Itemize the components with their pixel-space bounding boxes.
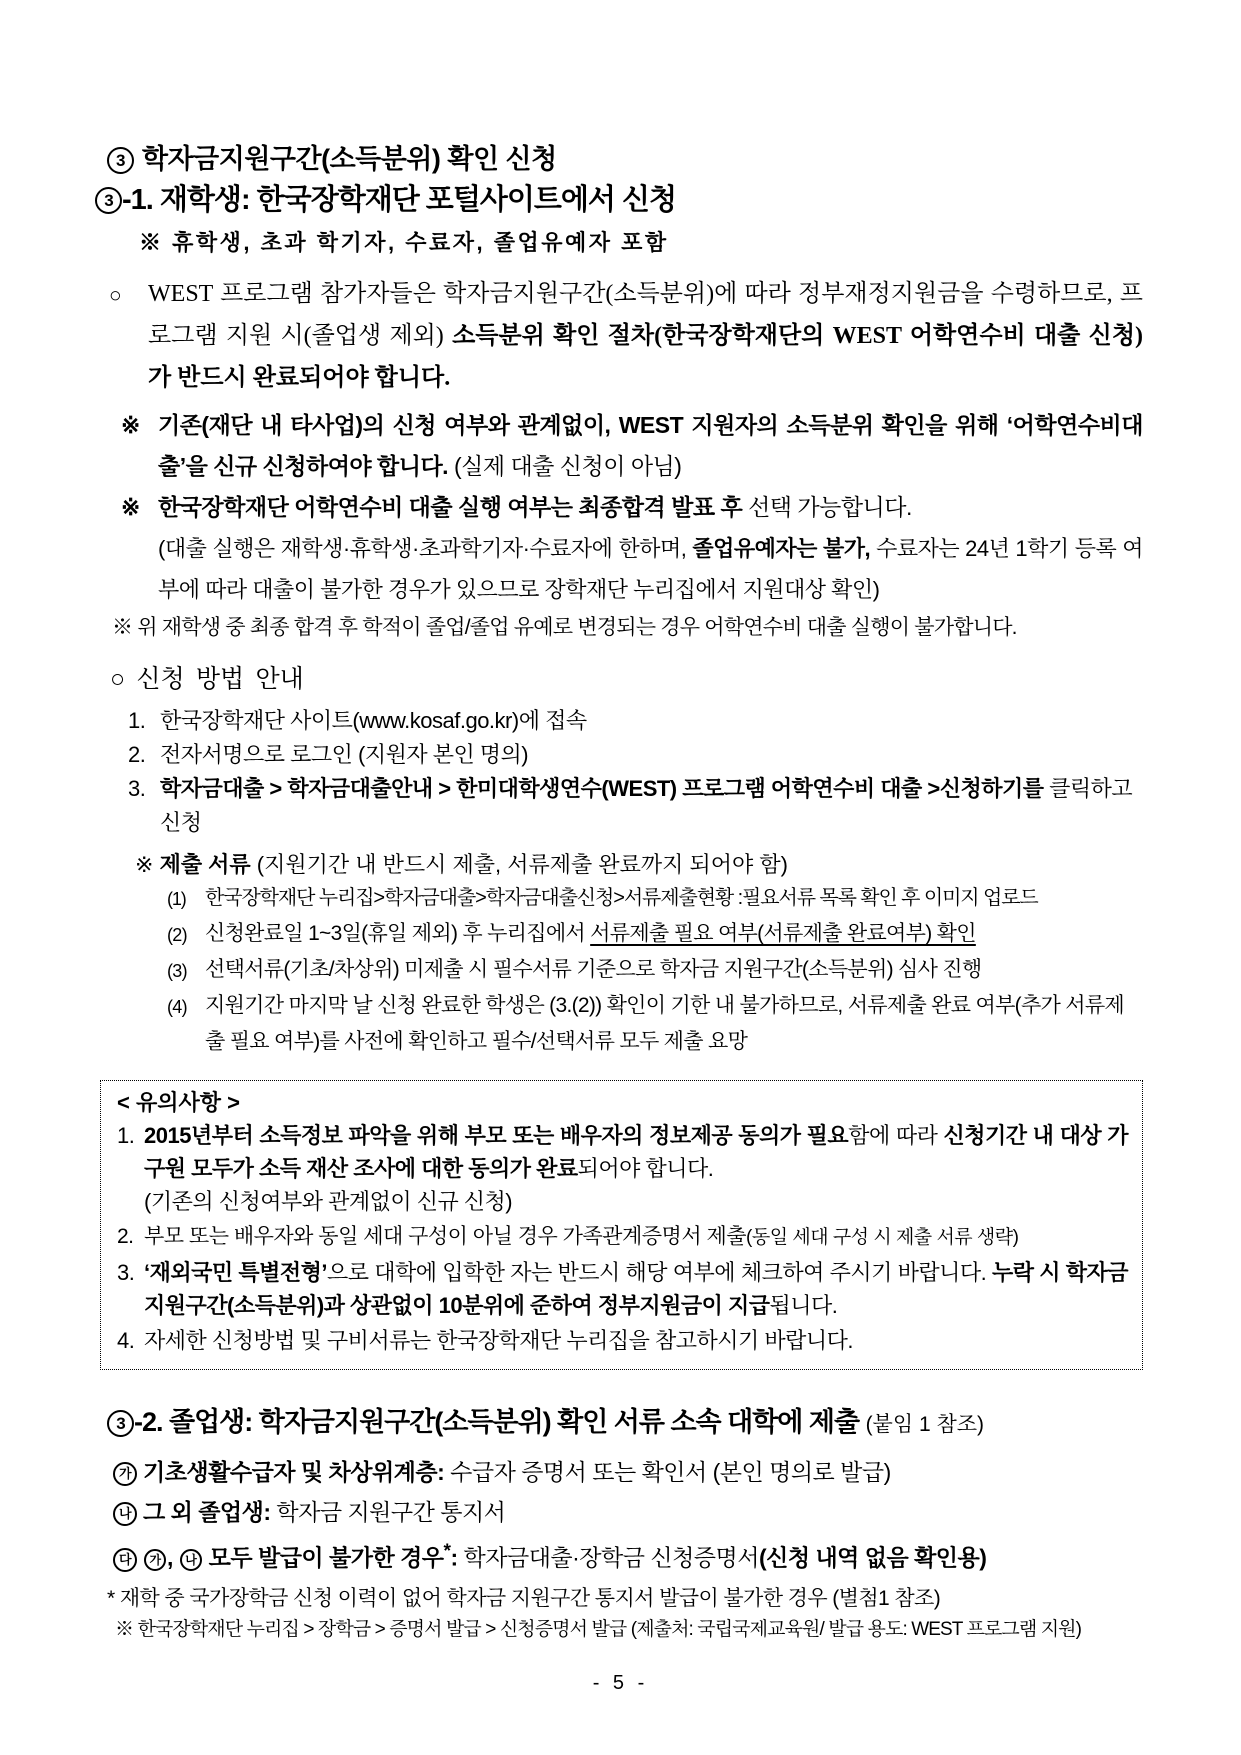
heading-suffix: -1.	[122, 184, 153, 216]
colon: :	[450, 1544, 458, 1571]
howto-section-title	[95, 664, 1143, 696]
circled-number-3: 3	[95, 187, 122, 214]
notice-item-3	[113, 1256, 1128, 1322]
grad-item-na	[95, 1495, 1143, 1529]
step-number: 2.	[128, 742, 146, 767]
grad-ga-bold: 기초생활수급자 및 차상위계층:	[143, 1459, 445, 1485]
grad-item-da	[95, 1535, 1143, 1575]
howto-title-text: 신청 방법 안내	[136, 666, 304, 693]
howto-step-2	[95, 738, 1143, 772]
intro-paragraph	[95, 273, 1143, 399]
submission-doc-4	[95, 988, 1143, 1060]
notice-3-normal-a: 으로 대학에 입학한 자는 반드시 해당 여부에 체크하여 주시기 바랍니다.	[327, 1260, 992, 1285]
note-loan-exec	[95, 487, 1143, 528]
circled-letter-na: 나	[113, 1502, 137, 1526]
notice-3-bold-a: ‘재외국민 특별전형’	[144, 1260, 327, 1285]
grad-da-bold-a: 모두 발급이 불가한 경우	[202, 1544, 444, 1571]
step-number: 3.	[128, 776, 146, 801]
notice-box-title: < 유의사항 >	[117, 1090, 240, 1115]
step-2-text: 전자서명으로 로그인 (지원자 본인 명의)	[160, 742, 529, 767]
doc-2-underlined: 서류제출 필요 여부(서류제출 완료여부) 확인	[590, 922, 976, 945]
notice-3-bold-b: 누락 시 학자금 지원구간(소득분위)과 상관없이 10분위에 준하여 정부지원금이 지급	[144, 1260, 1128, 1318]
notice-item-4	[113, 1324, 1128, 1357]
intro-normal-text: WEST 프로그램 참가자들은 학자금지원구간(소득분위)에 따라 정부재정지원금을 수령하므로, 프로그램 지원 시(졸업생 제외)	[148, 281, 1143, 349]
submission-doc-1	[95, 880, 1143, 916]
docs-note-normal: (지원기간 내 반드시 제출, 서류제출 완료까지 되어야 함)	[250, 852, 788, 877]
grad-item-ga	[95, 1455, 1143, 1489]
reference-mark: ※	[112, 616, 133, 639]
note-loan-exec-normal: 선택 가능합니다.	[748, 494, 912, 520]
circled-letter-na: 나	[180, 1549, 202, 1571]
page-number: - 5 -	[592, 1672, 649, 1694]
grad-da-bold-b: (신청 내역 없음 확인용)	[758, 1544, 987, 1571]
grad-na-normal: 학자금 지원구간 통지서	[270, 1499, 506, 1525]
document-content	[95, 143, 1143, 1643]
footnote-asterisk-ref: (별첨1 참조)	[832, 1586, 941, 1610]
doc-1-text: 한국장학재단 누리집>학자금대출>학자금대출신청>서류제출현황 :필요서류 목록 확인 후 이미지 업로드	[205, 887, 1038, 909]
footnote-reference-text: 한국장학재단 누리집 > 장학금 > 증명서 발급 > 신청증명서 발급 (제출처: 국립국제교육원/ 발급 용도: WEST 프로그램 지원)	[133, 1618, 1082, 1640]
doc-number: (1)	[167, 889, 186, 909]
circled-number-3: 3	[107, 147, 134, 174]
doc-number: (4)	[167, 997, 187, 1017]
section-heading-3-2-text: 졸업생: 학자금지원구간(소득분위) 확인 서류 소속 대학에 제출	[162, 1407, 866, 1437]
intro-bold-text: 소득분위 확인 절차(한국장학재단의 WEST 어학연수비 대출 신청)가 반드시 완료되어야 합니다.	[148, 323, 1143, 391]
notice-box	[100, 1080, 1143, 1370]
item-number: 4.	[117, 1328, 135, 1353]
item-number: 1.	[117, 1123, 135, 1148]
footnote-reference	[95, 1617, 1143, 1643]
doc-3-text: 선택서류(기초/차상위) 미제출 시 필수서류 기준으로 학자금 지원구간(소득분위) 심사 진행	[205, 958, 982, 981]
doc-2-text: 신청완료일 1~3일(휴일 제외) 후 누리집에서	[205, 922, 591, 945]
doc-number: (3)	[167, 961, 187, 981]
notice-1-bold-b: 신청기간 내 대상 가구원 모두가 소득 재산 조사에 대한 동의가 완료	[144, 1123, 1129, 1181]
notice-2-small: (동일 세대 구성 시 제출 서류 생략)	[746, 1227, 1019, 1248]
separator: ,	[167, 1544, 179, 1571]
attachment-reference: (붙임 1 참조)	[865, 1413, 985, 1436]
detail-post: 수료자는 24년 1학기 등록 여부에 따라 대출이 불가한 경우가 있으므로 장학재단 누리집에서 지원대상 확인)	[158, 536, 1143, 602]
circled-letter-da: 다	[113, 1548, 137, 1572]
grad-da-normal: 학자금대출·장학금 신청증명서	[457, 1544, 759, 1571]
section-heading-3-2	[95, 1404, 1143, 1443]
note-loan-exec-bold: 한국장학재단 어학연수비 대출 실행 여부는 최종합격 발표 후	[158, 494, 749, 520]
note-new-apply-normal: (실제 대출 신청이 아님)	[448, 453, 682, 479]
notice-1-normal-a: 함에 따라	[848, 1123, 944, 1148]
scope-note	[139, 229, 1143, 257]
reference-mark: ※	[121, 412, 140, 438]
step-1-text: 한국장학재단 사이트(www.kosaf.go.kr)에 접속	[160, 708, 587, 733]
grad-na-bold: 그 외 졸업생:	[143, 1499, 271, 1525]
notice-item-2	[113, 1220, 1128, 1254]
item-number: 2.	[117, 1225, 134, 1248]
heading-suffix: -2.	[134, 1407, 163, 1437]
detail-pre: (대출 실행은 재학생·휴학생·초과학기자·수료자에 한하며,	[158, 536, 693, 561]
asterisk-mark: *	[107, 1586, 115, 1610]
step-3-action: 클릭하고 신청	[160, 776, 1133, 835]
section-heading-3-text: 학자금지원구간(소득분위) 확인 신청	[142, 144, 557, 174]
note-status-change	[95, 614, 1143, 642]
step-3-path: 학자금대출 > 학자금대출안내 > 한미대학생연수(WEST) 프로그램 어학연수비 대출 >신청하기를	[160, 776, 1044, 801]
footnote-asterisk	[95, 1585, 1143, 1613]
circled-letter-ga: 가	[113, 1462, 137, 1486]
grad-ga-normal: 수급자 증명서 또는 확인서 (본인 명의로 발급)	[444, 1459, 891, 1485]
section-heading-3-1-text: 재학생: 한국장학재단 포털사이트에서 신청	[159, 184, 676, 216]
reference-mark: ※	[121, 494, 140, 520]
circled-number-3: 3	[107, 1410, 134, 1437]
detail-bold: 졸업유예자는 불가,	[692, 536, 871, 561]
notice-1-sub: (기존의 신청여부와 관계없이 신규 신청)	[144, 1189, 513, 1214]
section-heading-3	[95, 143, 1143, 175]
step-number: 1.	[128, 708, 146, 733]
notice-1-normal-b: 되어야 합니다.	[577, 1156, 714, 1181]
docs-note-bold: 제출 서류	[159, 852, 251, 877]
circle-bullet: ○	[110, 666, 126, 693]
note-loan-exec-detail	[95, 528, 1143, 610]
note-new-apply	[95, 405, 1143, 487]
note-status-change-text: 위 재학생 중 최종 합격 후 학적이 졸업/졸업 유예로 변경되는 경우 어학연수비 대출 실행이 불가합니다.	[132, 616, 1017, 639]
section-heading-3-1	[95, 183, 1143, 217]
circled-letter-ga: 가	[144, 1549, 166, 1571]
submission-doc-2	[95, 916, 1143, 952]
notice-item-1	[113, 1119, 1128, 1218]
asterisk-superscript: *	[443, 1541, 451, 1562]
howto-steps	[95, 704, 1143, 840]
footnote-asterisk-text: 재학 중 국가장학금 신청 이력이 없어 학자금 지원구간 통지서 발급이 불가한 경우	[114, 1586, 833, 1610]
reference-mark: ※	[139, 230, 164, 255]
submission-docs-note	[95, 850, 1143, 880]
scope-note-text: 휴학생, 초과 학기자, 수료자, 졸업유예자 포함	[172, 230, 669, 255]
notice-1-bold-a: 2015년부터 소득정보 파악을 위해 부모 또는 배우자의 정보제공 동의가 필요	[144, 1123, 849, 1148]
notice-2-text: 부모 또는 배우자와 동일 세대 구성이 아닐 경우 가족관계증명서 제출	[144, 1225, 747, 1248]
note-new-apply-bold: 기존(재단 내 타사업)의 신청 여부와 관계없이, WEST 지원자의 소득분위 확인을 위해 ‘어학연수비대출’을 신규 신청하여야 합니다.	[158, 412, 1143, 479]
reference-mark: ※	[115, 1618, 134, 1640]
circle-bullet: ○	[109, 284, 122, 307]
doc-number: (2)	[167, 925, 187, 945]
howto-step-3	[95, 772, 1143, 840]
doc-4-text: 지원기간 마지막 날 신청 완료한 학생은 (3.(2)) 확인이 기한 내 불가하므로, 서류제출 완료 여부(추가 서류제출 필요 여부)를 사전에 확인하고 필수/선택서류 모두 제출 요망	[205, 994, 1125, 1053]
notice-4-text: 자세한 신청방법 및 구비서류는 한국장학재단 누리집을 참고하시기 바랍니다.	[144, 1328, 853, 1353]
submission-doc-3	[95, 952, 1143, 988]
item-number: 3.	[117, 1260, 135, 1285]
howto-step-1	[95, 704, 1143, 738]
reference-mark: ※	[135, 852, 154, 877]
notice-3-normal-b: 됩니다.	[769, 1293, 838, 1318]
